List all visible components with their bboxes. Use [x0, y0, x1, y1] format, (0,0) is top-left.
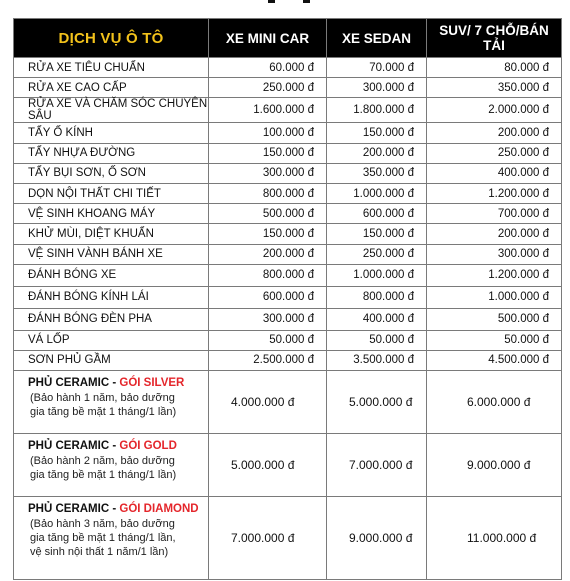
price-sedan: 600.000 đ — [327, 204, 427, 224]
table-row — [14, 78, 562, 98]
cropped-title-strip — [0, 0, 570, 16]
service-name: VÁ LỐP — [14, 330, 209, 350]
price-sedan: 800.000 đ — [327, 286, 427, 308]
table-row — [14, 264, 562, 286]
package-row-silver — [14, 371, 562, 434]
service-name: RỬA XE CAO CẤP — [14, 78, 209, 98]
package-tier: GÓI SILVER — [119, 377, 185, 390]
table-row — [14, 244, 562, 264]
price-sedan: 3.500.000 đ — [327, 350, 427, 370]
price-sedan: 1.000.000 đ — [327, 264, 427, 286]
service-name: VỆ SINH VÀNH BÁNH XE — [14, 244, 209, 264]
price-mini: 5.000.000 đ — [209, 434, 327, 497]
header-sedan: XE SEDAN — [327, 19, 427, 58]
package-cell — [14, 497, 209, 580]
price-suv: 200.000 đ — [427, 224, 562, 244]
table-row — [14, 286, 562, 308]
package-tier: GÓI DIAMOND — [119, 503, 199, 516]
service-name: VỆ SINH KHOANG MÁY — [14, 204, 209, 224]
price-table-body — [14, 58, 562, 580]
price-sedan: 1.800.000 đ — [327, 98, 427, 123]
price-mini: 50.000 đ — [209, 330, 327, 350]
price-suv: 300.000 đ — [427, 244, 562, 264]
price-suv: 50.000 đ — [427, 330, 562, 350]
package-row-diamond — [14, 497, 562, 580]
price-sedan: 200.000 đ — [327, 143, 427, 163]
price-suv: 6.000.000 đ — [427, 371, 562, 434]
table-row — [14, 330, 562, 350]
price-sedan: 5.000.000 đ — [327, 371, 427, 434]
header-row — [14, 19, 562, 58]
price-mini: 300.000 đ — [209, 163, 327, 183]
package-tier: GÓI GOLD — [119, 440, 177, 453]
price-suv: 350.000 đ — [427, 78, 562, 98]
price-sedan: 70.000 đ — [327, 58, 427, 78]
price-suv: 2.000.000 đ — [427, 98, 562, 123]
price-suv: 80.000 đ — [427, 58, 562, 78]
package-desc-line: (Bảo hành 2 năm, bảo dưỡng — [30, 455, 175, 468]
table-row — [14, 163, 562, 183]
package-desc-line: gia tăng bề mặt 1 tháng/1 lần) — [30, 406, 177, 419]
service-name: RỬA XE TIÊU CHUẨN — [14, 58, 209, 78]
price-sedan: 400.000 đ — [327, 308, 427, 330]
price-mini: 500.000 đ — [209, 204, 327, 224]
price-mini: 60.000 đ — [209, 58, 327, 78]
package-desc-line: gia tăng bề mặt 1 tháng/1 lần) — [30, 469, 177, 482]
service-name: SƠN PHỦ GẦM — [14, 350, 209, 370]
service-name: RỬA XE VÀ CHĂM SÓC CHUYÊN SÂU — [14, 98, 209, 123]
price-suv: 4.500.000 đ — [427, 350, 562, 370]
price-mini: 200.000 đ — [209, 244, 327, 264]
price-mini: 150.000 đ — [209, 224, 327, 244]
price-suv: 11.000.000 đ — [427, 497, 562, 580]
price-table — [13, 18, 562, 580]
price-suv: 1.200.000 đ — [427, 264, 562, 286]
price-mini: 300.000 đ — [209, 308, 327, 330]
table-row — [14, 98, 562, 123]
price-mini: 2.500.000 đ — [209, 350, 327, 370]
service-name: TẨY NHỰA ĐƯỜNG — [14, 143, 209, 163]
price-suv: 500.000 đ — [427, 308, 562, 330]
service-name: ĐÁNH BÓNG XE — [14, 264, 209, 286]
price-mini: 7.000.000 đ — [209, 497, 327, 580]
package-title — [28, 440, 208, 452]
table-row — [14, 123, 562, 143]
price-mini: 600.000 đ — [209, 286, 327, 308]
package-cell — [14, 371, 209, 434]
service-name: TẨY BỤI SƠN, Ố SƠN — [14, 163, 209, 183]
price-mini: 4.000.000 đ — [209, 371, 327, 434]
service-name: KHỬ MÙI, DIỆT KHUẨN — [14, 224, 209, 244]
service-name: TẨY Ố KÍNH — [14, 123, 209, 143]
price-suv: 1.000.000 đ — [427, 286, 562, 308]
price-suv: 9.000.000 đ — [427, 434, 562, 497]
header-mini-car: XE MINI CAR — [209, 19, 327, 58]
package-title-prefix: PHỦ CERAMIC - — [28, 377, 120, 390]
price-sedan: 350.000 đ — [327, 163, 427, 183]
table-row — [14, 183, 562, 203]
package-desc-line: (Bảo hành 1 năm, bảo dưỡng — [30, 392, 175, 405]
table-row — [14, 308, 562, 330]
table-row — [14, 204, 562, 224]
package-desc-line: gia tăng bề mặt 1 tháng/1 lần, — [30, 532, 176, 545]
price-mini: 100.000 đ — [209, 123, 327, 143]
price-mini: 800.000 đ — [209, 264, 327, 286]
package-title-prefix: PHỦ CERAMIC - — [28, 503, 120, 516]
price-mini: 250.000 đ — [209, 78, 327, 98]
package-row-gold — [14, 434, 562, 497]
price-sedan: 150.000 đ — [327, 123, 427, 143]
header-service: DỊCH VỤ Ô TÔ — [14, 19, 209, 58]
price-suv: 700.000 đ — [427, 204, 562, 224]
price-sedan: 50.000 đ — [327, 330, 427, 350]
price-sedan: 250.000 đ — [327, 244, 427, 264]
table-row — [14, 143, 562, 163]
price-suv: 1.200.000 đ — [427, 183, 562, 203]
package-desc-line: vệ sinh nội thất 1 năm/1 lần) — [30, 546, 169, 559]
table-row — [14, 224, 562, 244]
package-title-prefix: PHỦ CERAMIC - — [28, 440, 120, 453]
price-suv: 400.000 đ — [427, 163, 562, 183]
service-name: ĐÁNH BÓNG KÍNH LÁI — [14, 286, 209, 308]
price-sedan: 7.000.000 đ — [327, 434, 427, 497]
service-name: DỌN NỘI THẤT CHI TIẾT — [14, 183, 209, 203]
price-mini: 150.000 đ — [209, 143, 327, 163]
package-cell — [14, 434, 209, 497]
price-suv: 200.000 đ — [427, 123, 562, 143]
price-sedan: 150.000 đ — [327, 224, 427, 244]
price-mini: 800.000 đ — [209, 183, 327, 203]
price-sedan: 9.000.000 đ — [327, 497, 427, 580]
service-name: ĐÁNH BÓNG ĐÈN PHA — [14, 308, 209, 330]
package-title — [28, 377, 208, 389]
price-sedan: 1.000.000 đ — [327, 183, 427, 203]
header-suv: SUV/ 7 CHỖ/BÁN TẢI — [427, 19, 562, 58]
price-sedan: 300.000 đ — [327, 78, 427, 98]
table-row — [14, 350, 562, 370]
table-row — [14, 58, 562, 78]
price-suv: 250.000 đ — [427, 143, 562, 163]
package-desc-line: (Bảo hành 3 năm, bảo dưỡng — [30, 518, 175, 531]
price-mini: 1.600.000 đ — [209, 98, 327, 123]
package-title — [28, 503, 208, 515]
cropped-title-fragments — [268, 0, 338, 6]
